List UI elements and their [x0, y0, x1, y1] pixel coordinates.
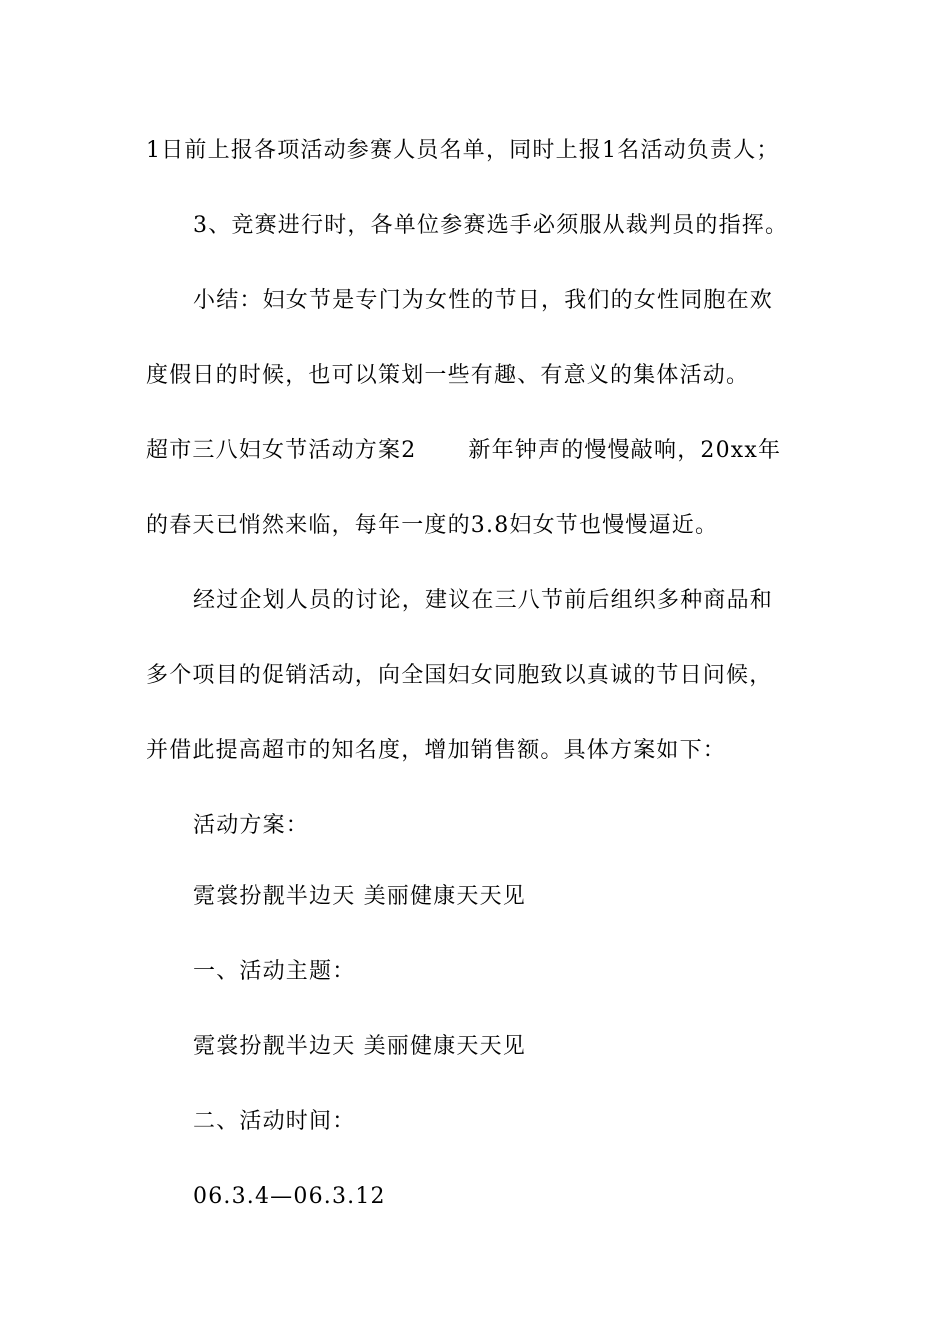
text-line: 霓裳扮靓半边天 美丽健康天天见 [193, 884, 526, 909]
text-line: 3、竞赛进行时，各单位参赛选手必须服从裁判员的指挥。 [193, 213, 789, 238]
text-line: 小结：妇女节是专门为女性的节日，我们的女性同胞在欢 [193, 288, 774, 313]
text-line: 一、活动主题： [193, 959, 356, 984]
text-line: 并借此提高超市的知名度，增加销售额。具体方案如下： [146, 738, 727, 763]
text-line: 活动方案： [193, 813, 310, 838]
text-line: 二、活动时间： [193, 1109, 356, 1134]
section-heading-line [146, 436, 781, 466]
section-heading: 超市三八妇女节活动方案2 [146, 438, 417, 463]
text-line: 霓裳扮靓半边天 美丽健康天天见 [193, 1034, 526, 1059]
paragraph-start: 新年钟声的慢慢敲响，20xx年 [468, 438, 782, 463]
text-line: 1日前上报各项活动参赛人员名单，同时上报1名活动负责人； [146, 138, 780, 163]
text-line: 的春天已悄然来临，每年一度的3.8妇女节也慢慢逼近。 [146, 513, 719, 538]
text-line: 06.3.4—06.3.12 [193, 1184, 386, 1209]
text-line: 经过企划人员的讨论，建议在三八节前后组织多种商品和 [193, 588, 774, 613]
text-line: 度假日的时候，也可以策划一些有趣、有意义的集体活动。 [146, 363, 750, 388]
text-line: 多个项目的促销活动，向全国妇女同胞致以真诚的节日问候， [146, 663, 773, 688]
